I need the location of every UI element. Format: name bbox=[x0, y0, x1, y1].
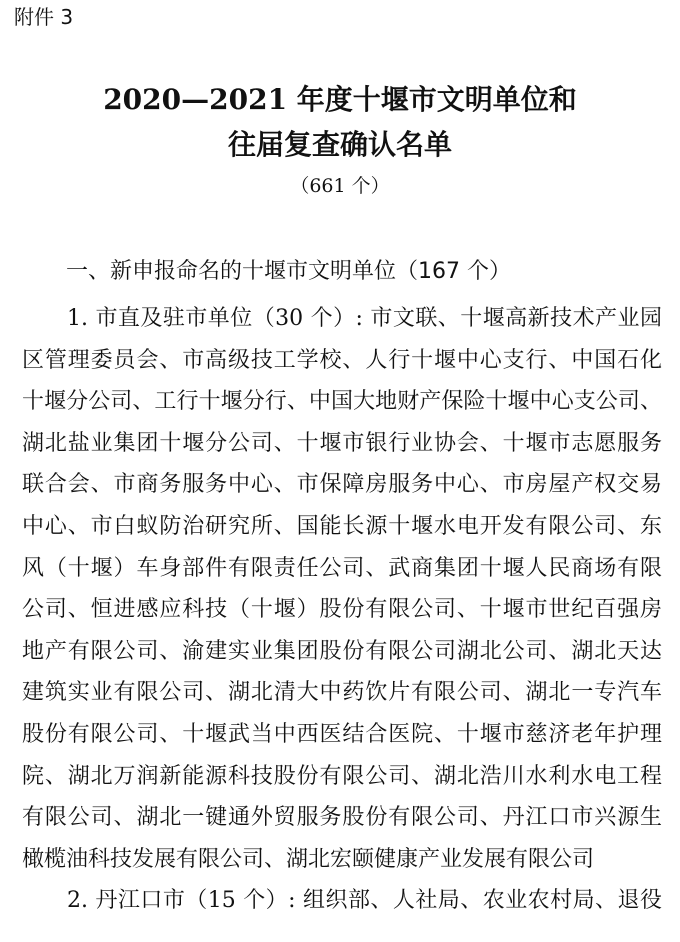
body-line: 院、湖北万润新能源科技股份有限公司、湖北浩川水利水电工程 bbox=[22, 763, 662, 789]
body-line: 联合会、市商务服务中心、市保障房服务中心、市房屋产权交易 bbox=[22, 472, 662, 498]
body-line: 风（十堰）车身部件有限责任公司、武商集团十堰人民商场有限 bbox=[22, 555, 662, 581]
body-line: 2. 丹江口市（15 个）: 组织部、人社局、农业农村局、退役 bbox=[67, 888, 662, 914]
body-line: 橄榄油科技发展有限公司、湖北宏颐健康产业发展有限公司 bbox=[22, 846, 595, 872]
section-1-body bbox=[22, 298, 662, 922]
section-1-heading: 一、新申报命名的十堰市文明单位（167 个） bbox=[66, 259, 511, 284]
body-line: 湖北盐业集团十堰分公司、十堰市银行业协会、十堰市志愿服务 bbox=[22, 430, 662, 456]
document-title-line-2: 往届复查确认名单 bbox=[227, 128, 452, 161]
body-line: 区管理委员会、市高级技工学校、人行十堰中心支行、中国石化 bbox=[22, 347, 662, 373]
body-line: 公司、恒进感应科技（十堰）股份有限公司、十堰市世纪百强房 bbox=[22, 597, 662, 623]
total-count: （661 个） bbox=[290, 175, 390, 197]
body-line: 十堰分公司、工行十堰分行、中国大地财产保险十堰中心支公司、 bbox=[22, 389, 662, 415]
body-line: 有限公司、湖北一键通外贸服务股份有限公司、丹江口市兴源生 bbox=[22, 805, 662, 831]
body-line: 建筑实业有限公司、湖北清大中药饮片有限公司、湖北一专汽车 bbox=[22, 680, 662, 706]
body-line: 中心、市白蚁防治研究所、国能长源十堰水电开发有限公司、东 bbox=[22, 513, 662, 539]
document-title-line-1: 2020—2021 年度十堰市文明单位和 bbox=[103, 83, 577, 116]
body-line: 股份有限公司、十堰武当中西医结合医院、十堰市慈济老年护理 bbox=[22, 721, 662, 747]
body-line: 1. 市直及驻市单位（30 个）: 市文联、十堰高新技术产业园 bbox=[67, 306, 662, 331]
attachment-label: 附件 3 bbox=[14, 5, 74, 29]
body-line: 地产有限公司、渝建实业集团股份有限公司湖北公司、湖北天达 bbox=[22, 638, 662, 664]
